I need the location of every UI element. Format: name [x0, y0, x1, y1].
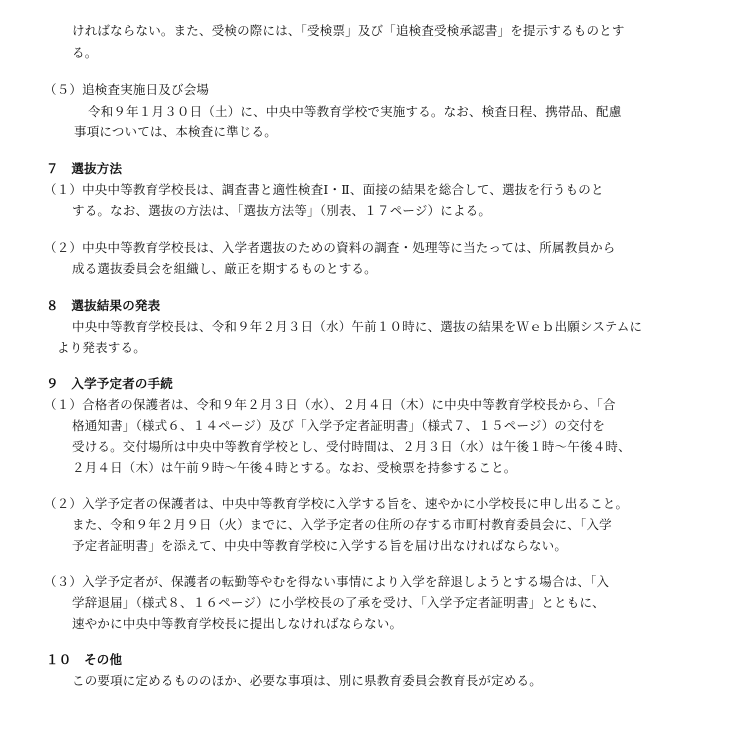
section-9-item-1-line-2: 格通知書」（様式６、１４ページ）及び「入学予定者証明書」（様式７、１５ページ）の交付を: [72, 418, 606, 433]
section-5-line-1: 令和９年１月３０日（土）に、中央中等教育学校で実施する。なお、検査日程、携帯品、配慮: [88, 104, 622, 119]
section-9-item-1-line-3: 受ける。交付場所は中央中等教育学校とし、受付時間は、２月３日（水）は午後１時〜午後４時、: [72, 439, 631, 454]
section-9-item-2-line-2: また、令和９年２月９日（火）までに、入学予定者の住所の存する市町村教育委員会に、「入学: [72, 517, 612, 532]
section-10-heading: １０ その他: [46, 652, 123, 667]
section-9-item-2-line-3: 予定者証明書」を添えて、中央中等教育学校に入学する旨を届け出なければならない。: [72, 538, 568, 553]
section-7-item-2-line-2: 成る選抜委員会を組織し、厳正を期するものとする。: [72, 261, 377, 276]
section-8-line-2: より発表する。: [57, 340, 146, 355]
section-8-line-1: 中央中等教育学校長は、令和９年２月３日（水）午前１０時に、選抜の結果をＷｅｂ出願システムに: [72, 319, 643, 334]
section-9-item-3-line-3: 速やかに中央中等教育学校長に提出しなければならない。: [72, 616, 403, 631]
section-7-item-2-line-1: （２）中央中等教育学校長は、入学者選抜のための資料の調査・処理等に当たっては、所属教員から: [44, 240, 616, 255]
section-9-item-3-line-1: （３）入学予定者が、保護者の転勤等やむを得ない事情により入学を辞退しようとする場合は、「入: [44, 574, 610, 589]
section-9-item-1-line-1: （１）合格者の保護者は、令和９年２月３日（水）、２月４日（木）に中央中等教育学校長から、「合: [44, 397, 616, 412]
section-9-item-1-line-4: ２月４日（木）は午前９時〜午後４時とする。なお、受検票を持参すること。: [72, 460, 517, 475]
section-7-item-1-line-2: する。なお、選抜の方法は、「選抜方法等」（別表、１７ページ）による。: [72, 203, 492, 218]
section-7-item-1-line-1: （１）中央中等教育学校長は、調査書と適性検査Ⅰ・Ⅱ、面接の結果を総合して、選抜を行うものと: [44, 182, 604, 197]
section-8-heading: ８ 選抜結果の発表: [46, 298, 161, 313]
section-9-heading: ９ 入学予定者の手続: [46, 376, 174, 391]
section-5-line-2: 事項については、本検査に準じる。: [74, 124, 277, 139]
section-9-item-2-line-1: （２）入学予定者の保護者は、中央中等教育学校に入学する旨を、速やかに小学校長に申し出ること。: [44, 496, 629, 511]
section-7-heading: ７ 選抜方法: [46, 161, 123, 176]
intro-line-1: ければならない。また、受検の際には、「受検票」及び「追検査受検承認書」を提示するものとす: [72, 23, 625, 38]
section-9-item-3-line-2: 学辞退届」（様式８、１６ページ）に小学校長の了承を受け、「入学予定者証明書」とともに、: [72, 595, 605, 610]
intro-line-2: る。: [72, 45, 98, 60]
section-10-line-1: この要項に定めるもののほか、必要な事項は、別に県教育委員会教育長が定める。: [72, 673, 542, 688]
section-5-heading: （５）追検査実施日及び会場: [44, 82, 210, 97]
